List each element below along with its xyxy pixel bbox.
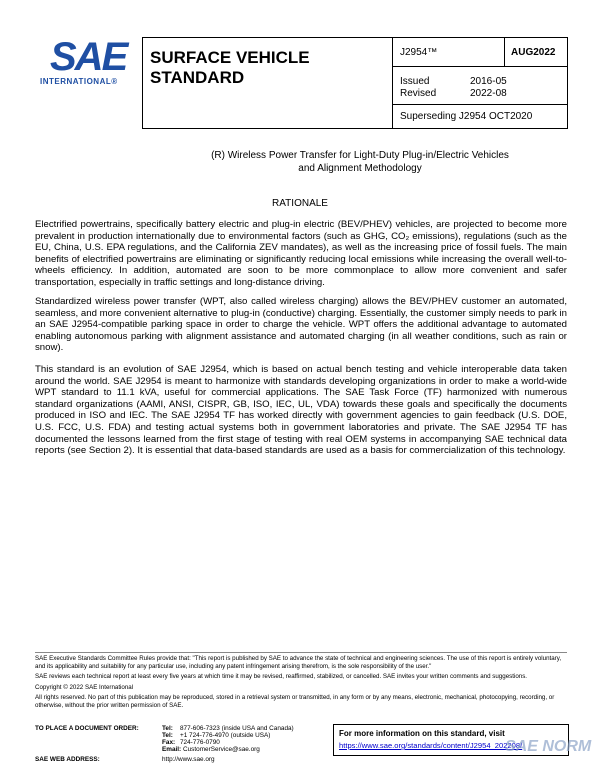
footer-review: SAE reviews each technical report at least every five years at which time it may be revised, reaffirmed, stabilized, or cancelled. SAE invites your written comments and suggestions. <box>35 673 528 681</box>
superseding: Superseding J2954 OCT2020 <box>400 111 533 122</box>
email-label: Email: <box>162 746 182 753</box>
issued-label: Issued <box>400 76 430 87</box>
more-info-link[interactable]: https://www.sae.org/standards/content/J2954_202208/ <box>339 741 523 750</box>
tel1-value: 877-606-7323 (inside USA and Canada) <box>180 725 294 732</box>
paragraph-3: This standard is an evolution of SAE J2954, which is based on actual bench testing and vehicle interoperable data taken around the world. SAE J2954 is meant to harmonize with standards developing organizations in order to make a world-wide WPT standard to 11.1 kVA, useful for commercial applications. The SAE Task Force (TF) harmonized with numerous standard organizations (AAMI, ANSI, CISPR, GB, ISO, IEC, UL, VDA) towards these goals and specifically the documents produced in ISO and IEC. The SAE J2954 TF has worked directly with government agencies to gain feedback (U.S. DOE, U.S. FCC, U.S. FDA) and testing actual systems both in government laboratories and private. The SAE J2954 TF has documented the lessons learned from the first stage of testing with real OEM systems in accompanying SAE technical data reports (see Section 2). It is essential that data-based standards are used as a basis for commercialization of this technology. <box>35 364 567 457</box>
footer-notes <box>35 655 567 713</box>
tel2-label: Tel: <box>162 732 173 739</box>
revised-label: Revised <box>400 88 437 99</box>
paragraph-1: Electrified powertrains, specifically battery electric and plug-in electric (BEV/PHEV) vehicles, are projected to become more prevalent in production internationally due to environmental factors (such as GHG, CO₂ emissions), regulations (such as the EU, China, U.S. EPA regulations, and the California ZEV mandates), as well as the increasing price of fossil fuels. The main benefits of electrified powertrains are eliminating or significantly reducing local emissions while increasing the overall well-to-wheels efficiency. In addition, automated are soon to be more commonplace to allow more convenient and safer transportation, especially in traffic settings and long-distance driving. <box>35 219 567 288</box>
header-number-rule <box>392 66 568 67</box>
order-label: TO PLACE A DOCUMENT ORDER: <box>35 725 139 732</box>
header-left-rule <box>142 37 143 129</box>
footer-rules: SAE Executive Standards Committee Rules provide that: "This report is published by SAE to advance the state of technical and engineering sciences. The use of this report is entirely voluntary, and its applicability and suitability for any particular use, including any patent infringement arising therefrom, is the sole responsibility of the user." <box>35 655 562 670</box>
header-right-rule <box>567 37 568 129</box>
footer-rule <box>35 652 567 653</box>
document-title <box>150 149 570 175</box>
revised-value: 2022-08 <box>470 88 507 99</box>
footer-rights: All rights reserved. No part of this publication may be reproduced, stored in a retrieval system or transmitted, in any form or by any means, electronic, mechanical, photocopying, recording, or otherwise, without the prior written permission of SAE. <box>35 694 555 709</box>
paragraph-2: Standardized wireless power transfer (WPT, also called wireless charging) allows the BEV/PHEV customer an automated, seamless, and more convenient alternative to plug-in (conductive) charging. Essentially, the customer simply needs to park in an SAE J2954-compatible parking space in order to charge the vehicle. WPT offers the additional advantage to automated enabling autonomous parking with alignment assistance and automated charging (in all weather conditions, such as rain or snow). <box>35 296 567 354</box>
header-date-rule <box>504 37 505 67</box>
logo-subtitle: INTERNATIONAL® <box>40 77 118 86</box>
footer-copyright: Copyright © 2022 SAE International <box>35 683 134 691</box>
issued-value: 2016-05 <box>470 76 507 87</box>
header-revision-rule <box>392 104 568 105</box>
tel1-label: Tel: <box>162 725 173 732</box>
header-mid-rule <box>392 37 393 129</box>
fax-value: 724-776-0790 <box>180 739 220 746</box>
sae-logo <box>40 37 132 89</box>
document-date: AUG2022 <box>511 47 556 58</box>
rationale-heading: RATIONALE <box>272 198 328 209</box>
more-info-title: For more information on this standard, visit <box>339 729 505 738</box>
web-link[interactable]: http://www.sae.org <box>162 756 215 763</box>
logo-mark: SAE <box>50 35 127 79</box>
title-line-1: (R) Wireless Power Transfer for Light-Duty Plug-in/Electric Vehicles <box>211 150 509 161</box>
document-type: SURFACE VEHICLE STANDARD <box>150 48 310 87</box>
sae-norm-watermark: SAE NORM <box>505 738 592 755</box>
document-number: J2954™ <box>400 47 438 58</box>
web-label: SAE WEB ADDRESS: <box>35 756 100 763</box>
email-link[interactable]: CustomerService@sae.org <box>183 746 260 753</box>
title-line-2: and Alignment Methodology <box>298 163 422 174</box>
header-bottom-rule <box>142 128 568 129</box>
fax-label: Fax: <box>162 739 176 746</box>
tel2-value: +1 724-776-4970 (outside USA) <box>180 732 271 739</box>
